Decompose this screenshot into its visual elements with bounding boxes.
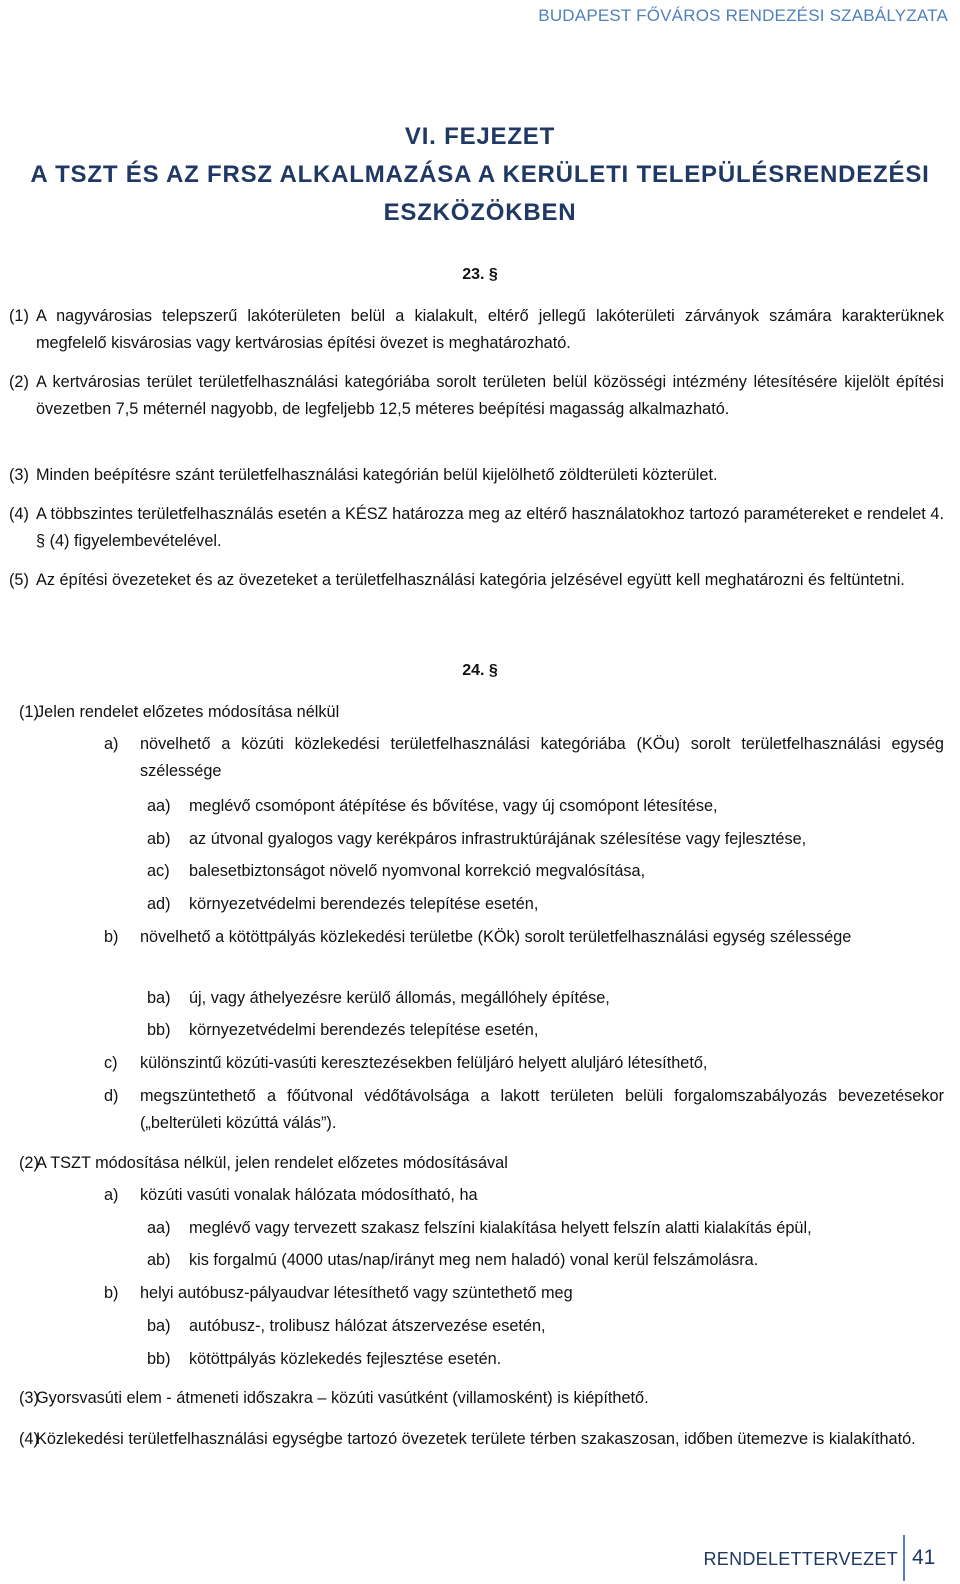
point-text: az útvonal gyalogos vagy kerékpáros infrastruktúrájának szélesítése vagy fejlesztése, bbox=[189, 830, 807, 848]
point-label: ab) bbox=[147, 830, 171, 848]
point-label: d) bbox=[104, 1087, 119, 1105]
paragraph-text: A többszintes területfelhasználás esetén a KÉSZ határozza meg az eltérő használatokhoz tartozó paramétereket e rendelet 4. § (4) figyelembevételével. bbox=[36, 505, 944, 550]
s24-1-point-ba bbox=[147, 985, 944, 1012]
s24-2-point-aa bbox=[147, 1215, 944, 1242]
paragraph-number: (5) bbox=[9, 571, 29, 589]
point-text: növelhető a kötöttpályás közlekedési területbe (KÖk) sorolt területfelhasználási egység szélessége bbox=[140, 928, 852, 946]
section-23-heading: 23. § bbox=[462, 266, 498, 283]
paragraph-text: Jelen rendelet előzetes módosítása nélkül bbox=[36, 703, 340, 721]
point-text: meglévő csomópont átépítése és bővítése, vagy új csomópont létesítése, bbox=[189, 797, 718, 815]
point-label: a) bbox=[104, 735, 119, 753]
point-text: balesetbiztonságot növelő nyomvonal korrekció megvalósítása, bbox=[189, 862, 646, 880]
s24-paragraph-3 bbox=[19, 1385, 944, 1412]
s24-1-point-ab bbox=[147, 826, 944, 853]
point-label: c) bbox=[104, 1054, 118, 1072]
point-label: ab) bbox=[147, 1251, 171, 1269]
point-label: b) bbox=[104, 928, 119, 946]
s24-2-point-a bbox=[104, 1182, 944, 1209]
paragraph-text: A TSZT módosítása nélkül, jelen rendelet előzetes módosításával bbox=[36, 1154, 508, 1172]
paragraph-number: (2) bbox=[19, 1154, 39, 1172]
paragraph-number: (3) bbox=[19, 1389, 39, 1407]
point-label: ba) bbox=[147, 1317, 171, 1335]
s24-1-point-b bbox=[104, 924, 944, 951]
paragraph-text: A nagyvárosias telepszerű lakóterületen belül a kialakult, eltérő jellegű lakóterületi zárványok számára karakterüknek megfelelő kisvárosias vagy kertvárosias építési övezet is meghatározható. bbox=[36, 307, 944, 352]
page-number: 41 bbox=[912, 1546, 936, 1569]
chapter-title-line-2: ESZKÖZÖKBEN bbox=[383, 199, 577, 226]
paragraph-text: Minden beépítésre szánt területfelhasználási kategórián belül kijelölhető zöldterületi közterület. bbox=[36, 466, 718, 484]
s23-paragraph-2 bbox=[9, 369, 944, 422]
point-label: a) bbox=[104, 1186, 119, 1204]
point-text: közúti vasúti vonalak hálózata módosítható, ha bbox=[140, 1186, 478, 1204]
s24-1-point-bb bbox=[147, 1017, 944, 1044]
paragraph-number: (4) bbox=[9, 505, 29, 523]
point-text: autóbusz-, trolibusz hálózat átszervezése esetén, bbox=[189, 1317, 546, 1335]
paragraph-number: (1) bbox=[9, 307, 29, 325]
s24-paragraph-1 bbox=[19, 699, 944, 726]
point-text: környezetvédelmi berendezés telepítése esetén, bbox=[189, 895, 539, 913]
s23-paragraph-1 bbox=[9, 303, 944, 356]
point-text: növelhető a közúti közlekedési területfelhasználási kategóriába (KÖu) sorolt területfelhasználási egység szélessége bbox=[140, 735, 944, 780]
paragraph-number: (3) bbox=[9, 466, 29, 484]
s24-paragraph-2 bbox=[19, 1150, 944, 1177]
s24-1-point-d bbox=[104, 1083, 944, 1137]
s23-paragraph-4 bbox=[9, 501, 944, 554]
paragraph-text: Közlekedési területfelhasználási egységbe tartozó övezetek területe térben szakaszosan, időben ütemezve is kialakítható. bbox=[36, 1430, 916, 1448]
paragraph-text: Gyorsvasúti elem - átmeneti időszakra – közúti vasútként (villamosként) is kiépíthető. bbox=[36, 1389, 649, 1407]
point-text: helyi autóbusz-pályaudvar létesíthető vagy szüntethető meg bbox=[140, 1284, 573, 1302]
chapter-heading bbox=[20, 118, 940, 232]
s24-paragraph-4 bbox=[19, 1426, 944, 1453]
point-label: aa) bbox=[147, 797, 171, 815]
point-text: új, vagy áthelyezésre kerülő állomás, megállóhely építése, bbox=[189, 989, 610, 1007]
point-label: b) bbox=[104, 1284, 119, 1302]
point-text: kis forgalmú (4000 utas/nap/irányt meg nem haladó) vonal kerül felszámolásra. bbox=[189, 1251, 759, 1269]
s24-1-point-c bbox=[104, 1050, 944, 1077]
point-label: ba) bbox=[147, 989, 171, 1007]
point-label: bb) bbox=[147, 1021, 171, 1039]
s24-2-point-bb bbox=[147, 1346, 944, 1373]
point-text: megszüntethető a főútvonal védőtávolsága a lakott területen belüli forgalomszabályozás bevezetésekor („belterületi közúttá válás”). bbox=[140, 1087, 944, 1132]
paragraph-text: A kertvárosias terület területfelhasználási kategóriába sorolt területen belül közösségi intézmény létesítésére kijelölt építési övezetben 7,5 méternél nagyobb, de legfeljebb 12,5 méteres beépítési magasság alkalmazható. bbox=[36, 373, 944, 418]
point-label: aa) bbox=[147, 1219, 171, 1237]
footer-divider bbox=[903, 1535, 905, 1581]
paragraph-number: (4) bbox=[19, 1430, 39, 1448]
s24-1-point-ad bbox=[147, 891, 944, 918]
paragraph-number: (1) bbox=[19, 703, 39, 721]
paragraph-number: (2) bbox=[9, 373, 29, 391]
point-text: meglévő vagy tervezett szakasz felszíni kialakítása helyett felszín alatti kialakítás épül, bbox=[189, 1219, 812, 1237]
point-text: környezetvédelmi berendezés telepítése esetén, bbox=[189, 1021, 539, 1039]
point-text: különszintű közúti-vasúti keresztezésekben felüljáró helyett aluljáró létesíthető, bbox=[140, 1054, 708, 1072]
s24-2-point-ab bbox=[147, 1247, 944, 1274]
s24-1-point-ac bbox=[147, 858, 944, 885]
running-header: BUDAPEST FŐVÁROS RENDEZÉSI SZABÁLYZATA bbox=[538, 6, 948, 25]
point-text: kötöttpályás közlekedés fejlesztése esetén. bbox=[189, 1350, 502, 1368]
point-label: ac) bbox=[147, 862, 170, 880]
footer-label: RENDELETTERVEZET bbox=[703, 1549, 898, 1569]
section-24-heading: 24. § bbox=[462, 662, 498, 679]
s24-1-point-aa bbox=[147, 793, 944, 820]
point-label: ad) bbox=[147, 895, 171, 913]
paragraph-text: Az építési övezeteket és az övezeteket a területfelhasználási kategória jelzésével együtt kell meghatározni és feltüntetni. bbox=[36, 571, 905, 589]
chapter-title-line-1: A TSZT ÉS AZ FRSZ ALKALMAZÁSA A KERÜLETI TELEPÜLÉSRENDEZÉSI bbox=[30, 161, 930, 188]
chapter-number: VI. FEJEZET bbox=[404, 123, 556, 150]
s24-2-point-ba bbox=[147, 1313, 944, 1340]
point-label: bb) bbox=[147, 1350, 171, 1368]
s23-paragraph-3 bbox=[9, 462, 944, 489]
s23-paragraph-5 bbox=[9, 567, 944, 594]
s24-2-point-b bbox=[104, 1280, 944, 1307]
s24-1-point-a bbox=[104, 731, 944, 785]
